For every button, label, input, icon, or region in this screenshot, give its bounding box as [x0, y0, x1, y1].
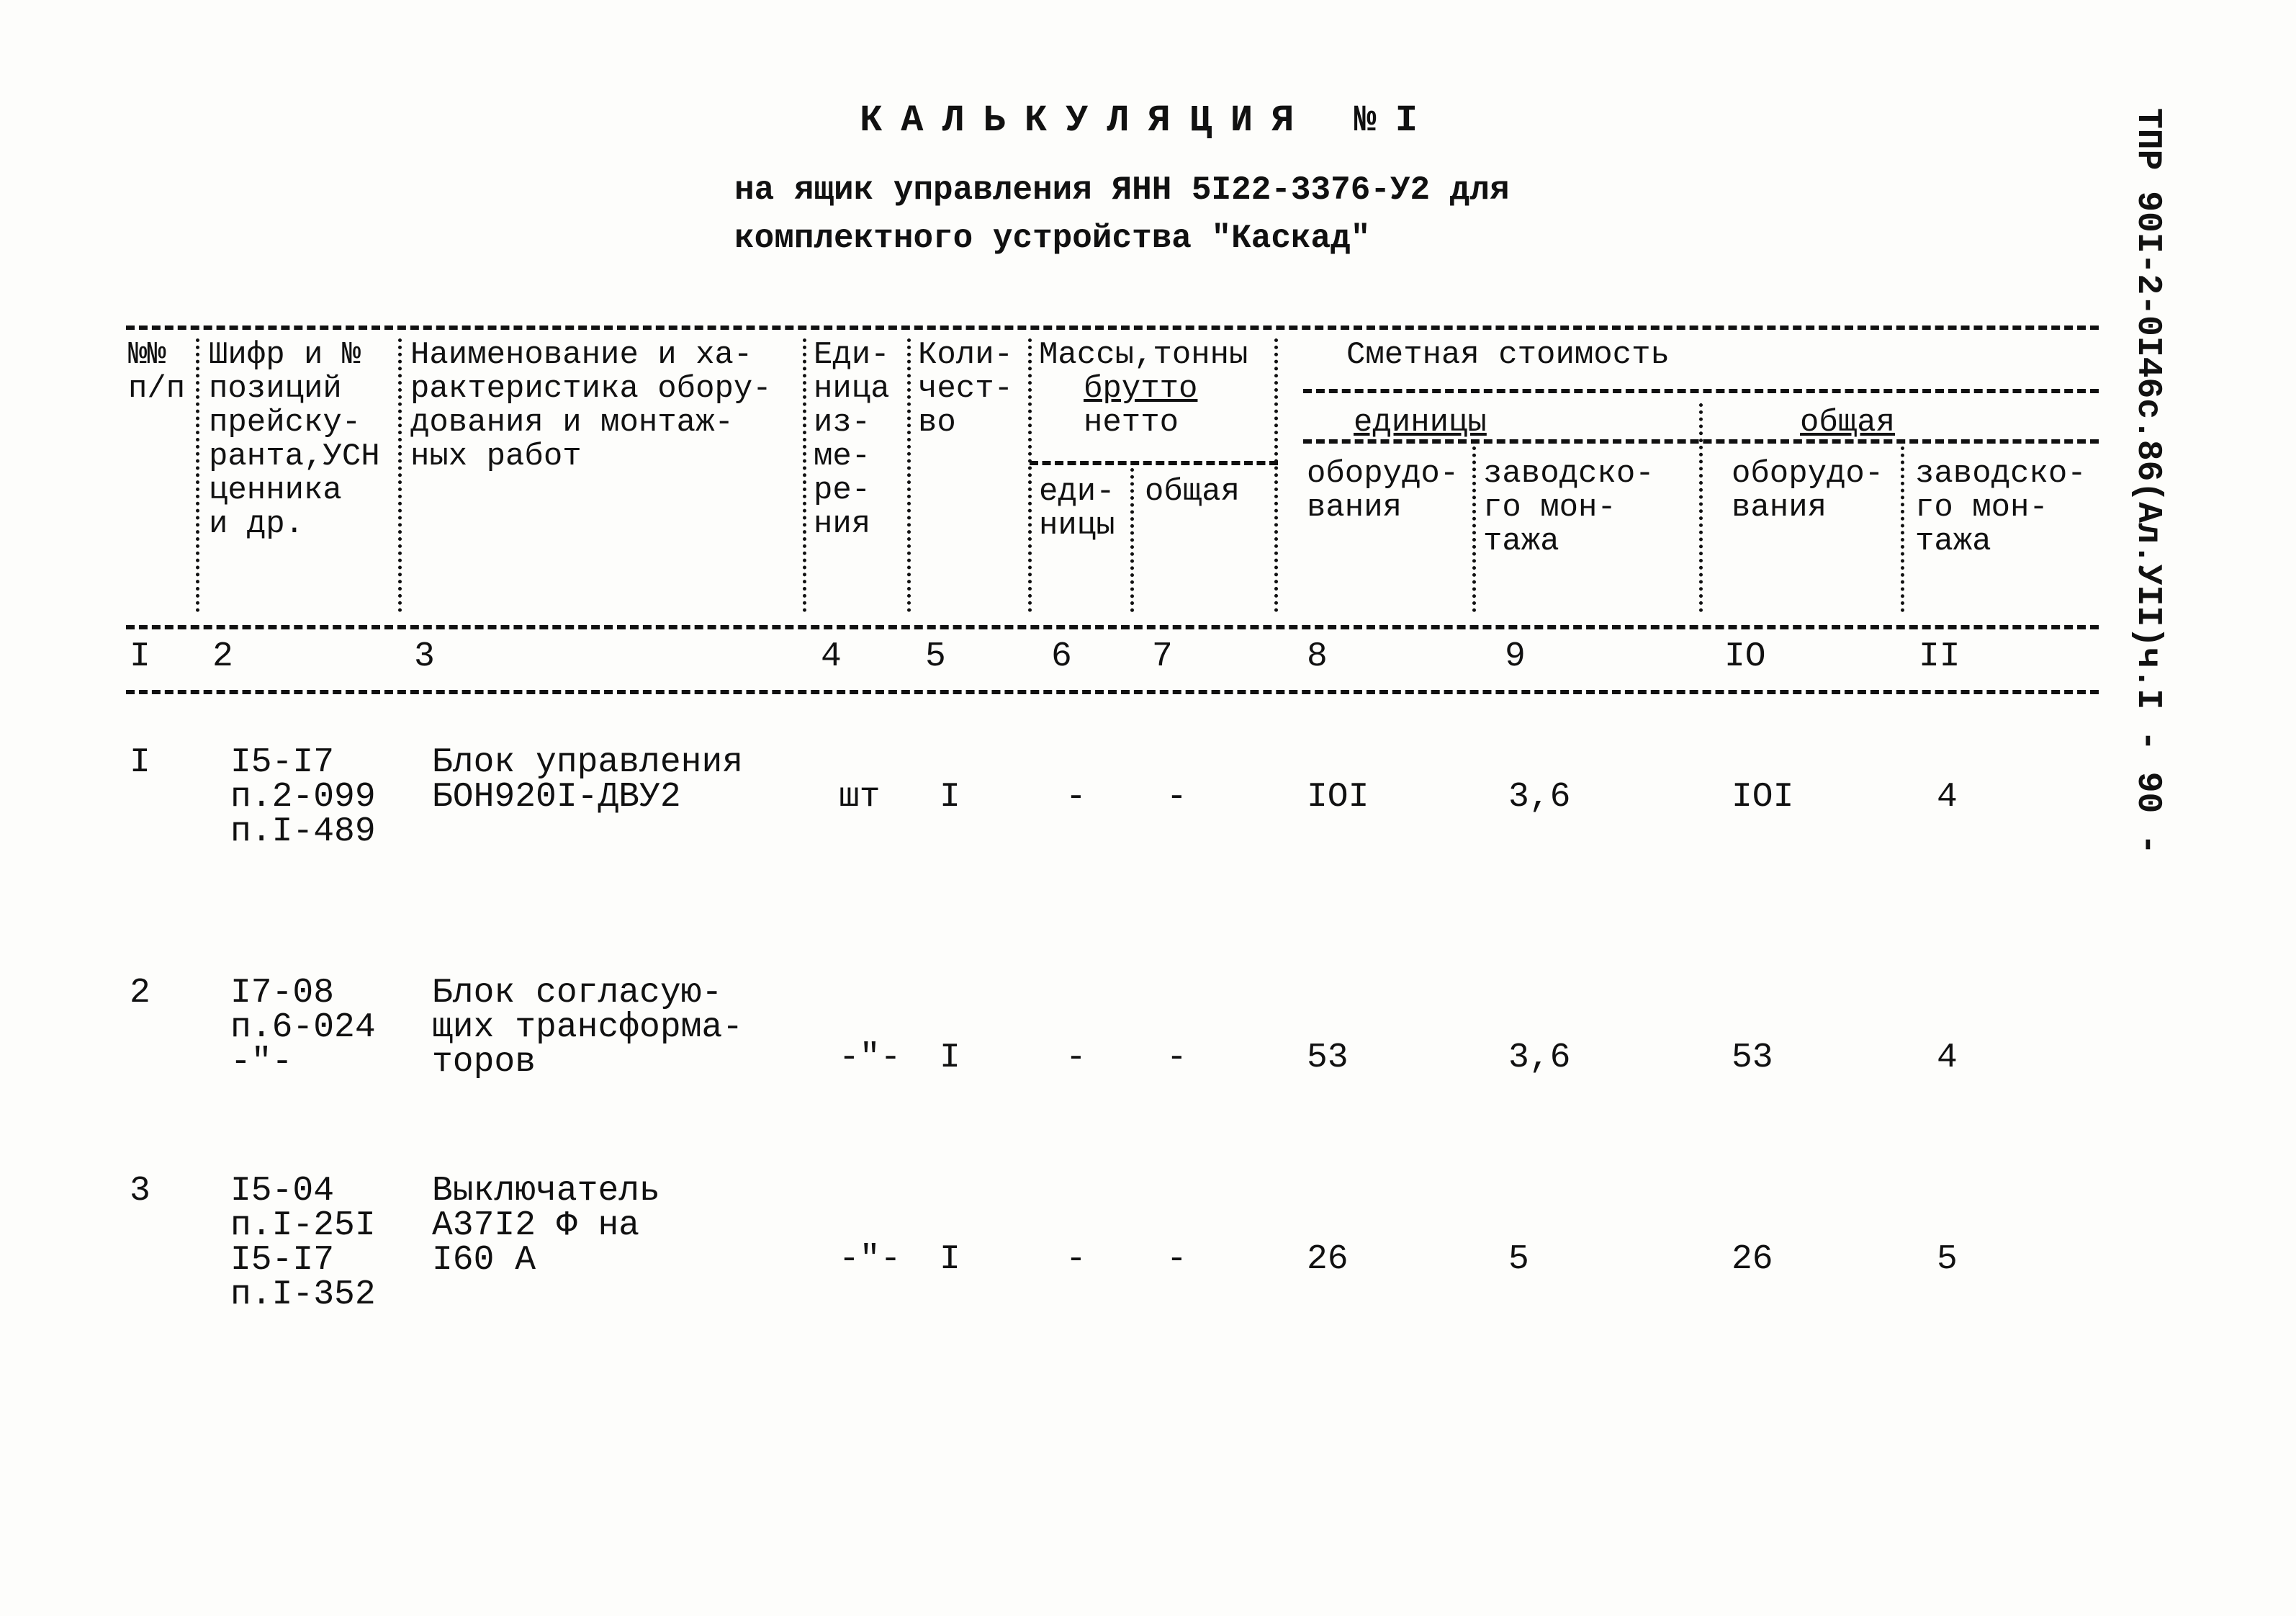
row-3-cost-equip-total: 26 — [1732, 1240, 1773, 1279]
col-number-10: IO — [1724, 637, 1766, 676]
table-top-rule — [126, 326, 2099, 330]
row-2-code: I7-08 п.6-024 -"- — [230, 974, 376, 1082]
col-number-7: 7 — [1152, 637, 1173, 676]
cost-header-rule — [1303, 389, 2099, 393]
header-bottom-rule — [126, 625, 2099, 629]
header-quantity: Коли- чест- во — [918, 337, 1014, 441]
col-sep-1 — [196, 338, 199, 612]
row-1-qty: I — [940, 778, 960, 817]
col-sep-10 — [1901, 446, 1904, 612]
header-install-unit: заводско- го мон- тажа — [1483, 456, 1655, 560]
row-1-code: I5-I7 п.2-099 п.I-489 — [230, 743, 376, 851]
col-number-9: 9 — [1505, 637, 1526, 676]
row-1-mass-unit: - — [1066, 778, 1086, 817]
col-number-8: 8 — [1307, 637, 1328, 676]
col-sep-6 — [1130, 468, 1134, 612]
header-row-number: №№ п/п — [128, 337, 186, 407]
document-title: КАЛЬКУЛЯЦИЯ №I — [860, 99, 1436, 142]
header-cost-total: общая — [1800, 405, 1896, 441]
row-1-cost-install-total: 4 — [1937, 778, 1958, 817]
row-3-unit: -"- — [839, 1240, 901, 1279]
row-1-cost-equip-total: IOI — [1732, 778, 1794, 817]
col-number-6: 6 — [1051, 637, 1072, 676]
header-name: Наименование и ха- рактеристика обору- дования и монтаж- ных работ — [410, 337, 772, 475]
header-cost-unit: единицы — [1354, 405, 1487, 441]
col-sep-4 — [907, 338, 911, 612]
row-3-cost-equip-unit: 26 — [1307, 1240, 1349, 1279]
row-3-no: 3 — [130, 1172, 150, 1211]
header-code: Шифр и № позиций прейску- ранта,УСН ценника и др. — [209, 337, 380, 542]
row-3-cost-install-total: 5 — [1937, 1240, 1958, 1279]
row-2-cost-install-total: 4 — [1937, 1038, 1958, 1077]
row-3-code: I5-04 п.I-25I I5-I7 п.I-352 — [230, 1172, 376, 1314]
header-cost-title: Сметная стоимость — [1346, 337, 1670, 373]
numbers-bottom-rule — [126, 690, 2099, 694]
document-subtitle-line1: на ящик управления ЯНН 5I22-3376-У2 для — [734, 171, 1510, 209]
header-equip-total: оборудо- вания — [1732, 456, 1884, 526]
header-equip-unit: оборудо- вания — [1307, 456, 1459, 526]
row-2-name: Блок согласую- щих трансформа- торов — [432, 974, 744, 1082]
col-number-1: I — [130, 637, 150, 676]
row-1-name: Блок управления БОН920I-ДВУ2 — [432, 743, 744, 817]
mass-subheader-rule — [1030, 461, 1278, 465]
row-3-qty: I — [940, 1240, 960, 1279]
side-document-code: ТПР 90I-2-0I46с.86(Ал.УII)ч.I - 90 - — [2128, 108, 2167, 855]
header-mass-brutto: брутто — [1084, 371, 1198, 407]
document-subtitle-line2: комплектного устройства "Каскад" — [734, 220, 1371, 257]
col-sep-7 — [1274, 338, 1278, 612]
col-number-3: 3 — [414, 637, 435, 676]
row-2-mass-total: - — [1166, 1038, 1187, 1077]
row-2-cost-install-unit: 3,6 — [1508, 1038, 1571, 1077]
header-unit: Еди- ница из- ме- ре- ния — [814, 337, 890, 542]
row-3-cost-install-unit: 5 — [1508, 1240, 1529, 1279]
row-2-unit: -"- — [839, 1038, 901, 1077]
row-3-name: Выключатель А37I2 Ф на I60 А — [432, 1172, 660, 1280]
row-1-no: I — [130, 743, 150, 782]
row-1-mass-total: - — [1166, 778, 1187, 817]
col-sep-8 — [1472, 446, 1476, 612]
header-mass-title: Массы,тонны — [1039, 337, 1248, 373]
row-2-cost-equip-unit: 53 — [1307, 1038, 1349, 1077]
col-number-2: 2 — [212, 637, 233, 676]
row-1-unit: шт — [839, 778, 881, 817]
header-mass-unit: еди- ницы — [1039, 474, 1115, 544]
row-3-mass-unit: - — [1066, 1240, 1086, 1279]
col-number-4: 4 — [821, 637, 842, 676]
col-sep-3 — [803, 338, 806, 612]
row-2-cost-equip-total: 53 — [1732, 1038, 1773, 1077]
row-2-qty: I — [940, 1038, 960, 1077]
header-install-total: заводско- го мон- тажа — [1915, 456, 2086, 560]
row-1-cost-install-unit: 3,6 — [1508, 778, 1571, 817]
col-sep-5 — [1028, 338, 1032, 612]
header-mass-netto: нетто — [1084, 405, 1179, 441]
col-sep-9 — [1699, 403, 1703, 612]
col-number-11: II — [1919, 637, 1960, 676]
row-3-mass-total: - — [1166, 1240, 1187, 1279]
row-1-cost-equip-unit: IOI — [1307, 778, 1369, 817]
col-number-5: 5 — [925, 637, 946, 676]
header-mass-total: общая — [1145, 474, 1241, 510]
row-2-no: 2 — [130, 974, 150, 1013]
row-2-mass-unit: - — [1066, 1038, 1086, 1077]
col-sep-2 — [398, 338, 402, 612]
